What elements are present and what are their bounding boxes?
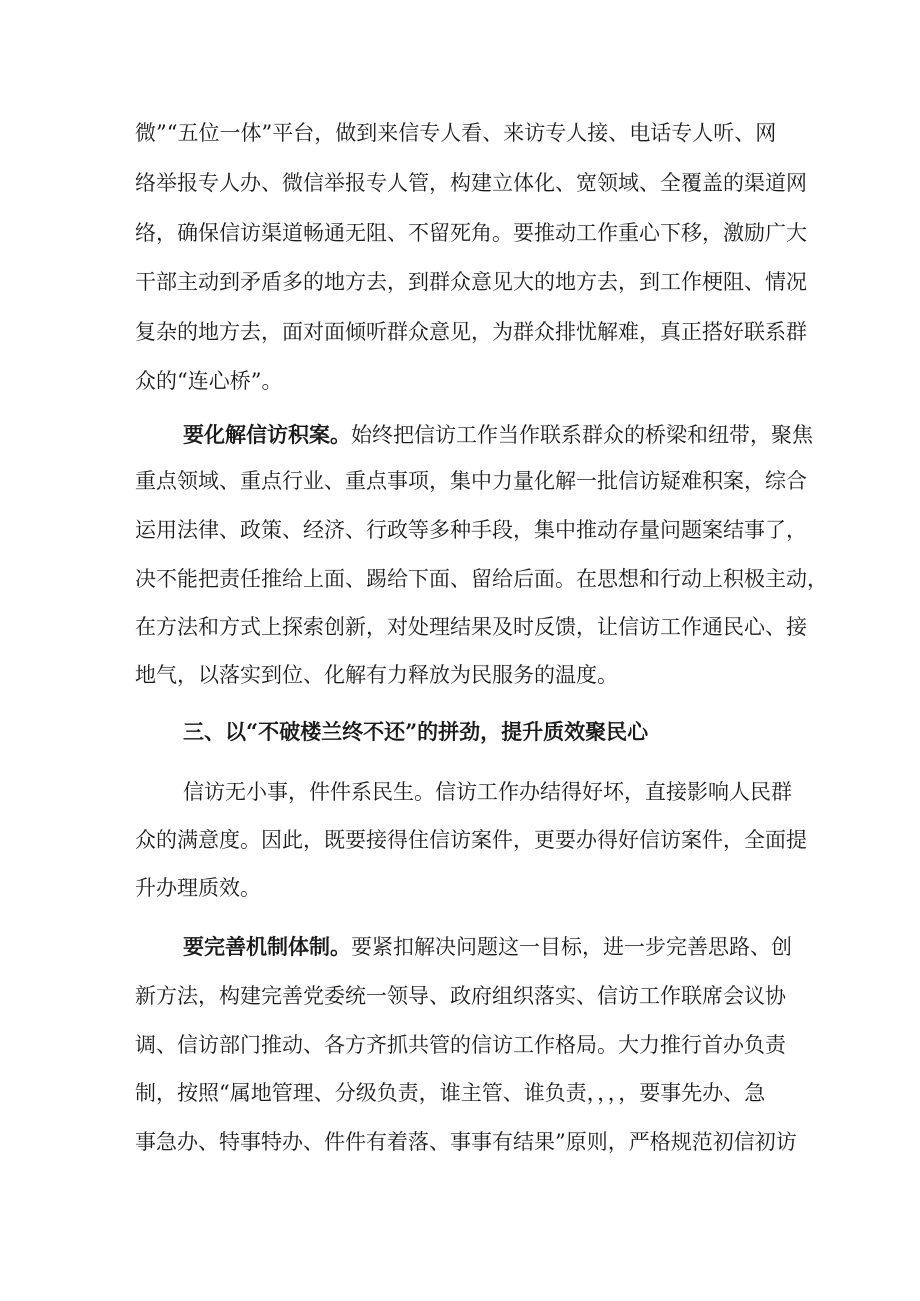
- paragraph-first-line: [183, 932, 792, 962]
- text-line: 络，确保信访渠道畅通无阻、不留死角。要推动工作重心下移，激励广大: [135, 221, 807, 245]
- paragraph-lead-bold: 要完善机制体制。: [183, 934, 351, 959]
- text-line: 决不能把责任推给上面、踢给下面、留给后面。在思想和行动上积极主动，: [135, 567, 828, 591]
- text-line: 事急办、特事特办、件件有着落、事事有结果”原则，严格规范初信初访: [135, 1130, 797, 1154]
- paragraph-lead-rest: 始终把信访工作当作联系群众的桥梁和纽带，聚焦: [351, 423, 813, 447]
- text-line: 地气，以落实到位、化解有力释放为民服务的温度。: [135, 663, 618, 687]
- paragraph-first-line: 信访无小事，件件系民生。信访工作办结得好坏，直接影响人民群: [183, 780, 792, 804]
- text-line: 复杂的地方去，面对面倾听群众意见，为群众排忧解难，真正搭好联系群: [135, 320, 807, 344]
- text-line: 制，按照“属地管理、分级负责，谁主管、谁负责，，，，要事先办、急: [135, 1081, 766, 1105]
- text-line: 微”“五位一体”平台，做到来信专人看、来访专人接、电话专人听、网: [135, 121, 777, 145]
- section-heading: 三、以“不破楼兰终不还”的拼劲，提升质效聚民心: [183, 719, 649, 744]
- text-line: 在方法和方式上探索创新，对处理结果及时反馈，让信访工作通民心、接: [135, 615, 807, 639]
- text-line: 升办理质效。: [135, 876, 261, 900]
- text-line: 众的满意度。因此，既要接得住信访案件，更要办得好信访案件，全面提: [135, 828, 807, 852]
- text-line: 调、信访部门推动、各方齐抓共管的信访工作格局。大力推行首办负责: [135, 1033, 786, 1057]
- paragraph-lead-rest: 要紧扣解决问题这一目标，进一步完善思路、创: [351, 935, 792, 959]
- text-line: 络举报专人办、微信举报专人管，构建立体化、宽领域、全覆盖的渠道网: [135, 171, 807, 195]
- paragraph-lead-bold: 要化解信访积案。: [183, 422, 351, 447]
- text-line: 重点领域、重点行业、重点事项，集中力量化解一批信访疑难积案，综合: [135, 469, 807, 493]
- text-line: 众的“连心桥”。: [135, 369, 283, 393]
- text-line: 干部主动到矛盾多的地方去，到群众意见大的地方去，到工作梗阻、情况: [135, 270, 807, 294]
- text-line: 新方法，构建完善党委统一领导、政府组织落实、信访工作联席会议协: [135, 984, 786, 1008]
- text-line: 运用法律、政策、经济、行政等多种手段，集中推动存量问题案结事了，: [135, 518, 807, 542]
- paragraph-first-line: [183, 420, 813, 450]
